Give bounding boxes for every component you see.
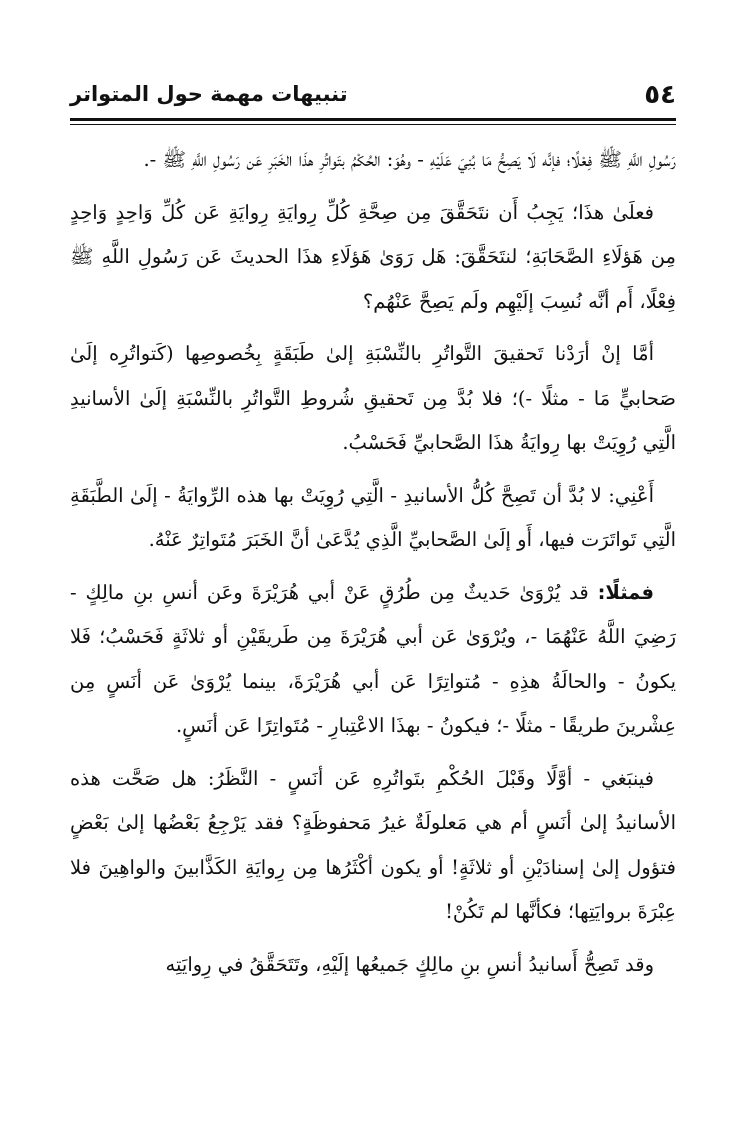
paragraph-text: قد يُرْوَىٰ حَديثٌ مِن طُرُقٍ عَنْ أبي هُرَيْرَةَ وعَن أنسِ بنِ مالِكٍ - رَضِيَ اللَّهُ عَنْهُمَا -، ويُرْوَىٰ عَن أبي هُرَيْرَةَ مِن طَريقَيْنِ أو ثلاثَةٍ فَحَسْبُ؛ فَلا يكونُ - والحالَةُ هذِهِ - مُتواتِرًا عَن أبي هُرَيْرَةَ، بينما يُرْوَىٰ عَن أنَسٍ مِن عِشْرينَ طريقًا - مثلًا -؛ فيكونُ - بهذَا الاعْتِبارِ - مُتَواتِرًا عَن أنَسٍ. bbox=[70, 580, 676, 737]
paragraph-text: فينبَغي - أوَّلًا وقَبْلَ الحُكْمِ بتَواتُرِهِ عَن أنَسٍ - النَّظَرُ: هل صَحَّت هذه الأسانيدُ إلىٰ أنَسٍ أم هي مَعلولَةٌ غيرُ مَحفوظَةٍ؟ فقد يَرْجِعُ بَعْضُها إلىٰ بَعْضٍ فتؤول إلىٰ إسنادَيْنِ أو ثلاثَةٍ! أو يكون أكْثَرُها مِن رِوايَةِ الكَذَّابينَ والواهِينَ فلا عِبْرَةَ بروايَتِها؛ فكأنَّها لم تَكُنْ! bbox=[70, 766, 676, 923]
paragraph bbox=[70, 757, 676, 935]
paragraph-text: أمَّا إنْ أرَدْنا تَحقيقَ التَّواتُرِ بالنِّسْبَةِ إلىٰ طَبَقَةٍ بِخُصوصِها (كَتواتُرِه إلَىٰ صَحابيٍّ مَا - مثلًا -)؛ فلا بُدَّ مِن تَحقيقِ شُروطِ التَّواتُرِ بالنِّسْبَةِ إلَىٰ الأسانيدِ الَّتِي رُوِيَتْ بها رِوايَةُ هذَا الصَّحابيِّ فَحَسْبُ. bbox=[70, 342, 676, 454]
paragraph bbox=[70, 332, 676, 466]
paragraph-text: فعلَىٰ هذَا؛ يَجِبُ أَن نتَحَقَّقَ مِن صِحَّةِ كُلِّ رِوايَةِ رِوايَةِ عَن كُلِّ وَاحِدٍ وَاحِدٍ مِن هَؤلَاءِ الصَّحَابَةِ؛ لنتَحَقَّقَ: هَل رَوَىٰ هَؤلَاءِ هذَا الحديثَ عَن رَسُولِ اللَّهِ ﷺ فِعْلًا، أَم أنَّه نُسِبَ إلَيْهِم ولَم يَصِحَّ عَنْهُم؟ bbox=[70, 200, 676, 313]
paragraph bbox=[70, 943, 676, 988]
header-rule-thin bbox=[70, 124, 676, 125]
header-rule-thick bbox=[70, 118, 676, 121]
paragraph bbox=[70, 474, 676, 563]
paragraph-text: أَعْنِي: لا بُدَّ أن تَصِحَّ كُلُّ الأسانيدِ - الَّتِي رُوِيَتْ بها هذه الرِّوايَةُ - إلَىٰ الطَّبَقَةِ الَّتِي تَواتَرَت فيها، أَو إلَىٰ الصَّحابيِّ الَّذِي يُدَّعَىٰ أنَّ الخَبَرَ مُتَواتِرٌ عَنْهُ. bbox=[70, 483, 676, 551]
page-header bbox=[70, 76, 676, 116]
paragraph-lead: فمثلًا: bbox=[597, 580, 654, 604]
paragraph bbox=[70, 138, 676, 183]
paragraph-text: وقد تَصِحُّ أَسانيدُ أنسِ بنِ مالِكٍ جَميعُها إلَيْهِ، وتَتَحَقَّقُ في رِوايَتِه bbox=[165, 952, 654, 976]
paragraph bbox=[70, 191, 676, 325]
paragraph bbox=[70, 571, 676, 749]
paragraph-text: رَسُولِ اللَّهِ ﷺ فِعْلًا؛ فإنَّه لَا يَصِحُّ مَا بُنِيَ عَلَيْهِ - وهُوَ: الحُكْمُ بتَواتُرِ هذَا الخَبَرِ عَن رَسُولِ اللَّهِ ﷺ -. bbox=[143, 148, 676, 171]
body-text bbox=[70, 138, 676, 995]
running-title: تنبيهات مهمة حول المتواتر bbox=[70, 82, 348, 106]
page-number: ٥٤ bbox=[644, 80, 676, 110]
